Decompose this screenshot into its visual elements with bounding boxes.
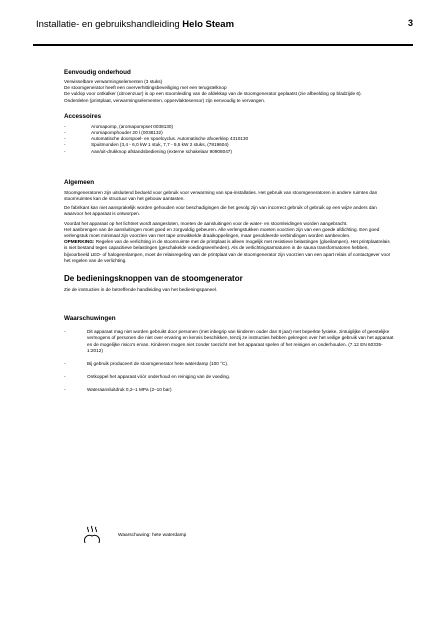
list-item: - Ontkoppel het apparaat vóór onderhoud en reiniging van de voeding. xyxy=(64,374,231,380)
general-paragraph: Het aanbrengen van de aansluitingen moet goed en zorgvuldig gebeuren. Alle verlengstukken moeten voorzien zijn van een goede afdichting. Een goed verlengstuk moet minimaal zijn voorzien van met tape omwikkelde draaikoppelingen, maar gesoldeerde verbindingen worden aanbevolen. xyxy=(64,226,380,239)
header-title-bold: Helo Steam xyxy=(182,19,235,30)
list-item: - Spuitmonden (3,4 - 6,0 kW 1 stuk, 7,7 - 9,5 kW 2 stuks, (7819604) xyxy=(64,142,229,148)
general-paragraph: Stoomgeneratoren zijn uitsluitend bedoeld voor gebruik voor verwarming van spa-installaties. Het gebruik van stoomgeneratoren in andere ruimtes dan stoomruimtes kan de structuur van het gebouw aantasten. xyxy=(64,189,378,202)
page-number: 3 xyxy=(407,18,413,28)
list-item: - Aromapomphouder 20 l (0038132) xyxy=(64,130,163,136)
simple-maintenance-body xyxy=(64,79,394,104)
header-rule xyxy=(33,44,413,46)
general-paragraph: De fabrikant kan niet aansprakelijk worden gehouden voor beschadigingen die het gevolg zijn van incorrect gebruik of gebruik op een wijze anders dan waarvoor het apparaat is ontworpen. xyxy=(64,205,377,217)
list-item: - Aan/uit-drukknop afstandsbediening (externe schakelaar 90908047) xyxy=(64,148,232,154)
header-title-regular: Installatie- en gebruikshandleiding xyxy=(36,19,183,30)
controls-heading: De bedieningsknoppen van de stoomgenerator xyxy=(64,274,243,284)
general-remark xyxy=(64,239,394,264)
page-content xyxy=(64,69,394,394)
general-paragraph: Voordat het apparaat op het lichtnet wordt aangesloten, moeten de aansluitingen voor de water- en stoomleidingen worden aangebracht. xyxy=(64,220,348,226)
list-item: - Wateraansluitdruk 0,2–1 MPa (2–10 bar) xyxy=(64,387,172,393)
list-item: - Automatische doorspoel- en spoelcyclus. Automatische afvoerklep 4310130 xyxy=(64,136,249,142)
general-body xyxy=(64,190,394,264)
simple-maintenance-line: De vuldop voor ontkalker (citroenzuur) is op een stoomleiding van de afdekkap van de stoomgenerator geplaatst (zie afbeelding op bladzijde 6). xyxy=(64,91,362,97)
warnings-heading: Waarschuwingen xyxy=(64,315,116,323)
accessories-list xyxy=(64,124,394,155)
list-item: - Aromapomp, (aromapompset 0038130) xyxy=(64,123,174,129)
simple-maintenance-line: De stoomgenerator heeft een oververhittingsbeveiliging met een terugstelknop xyxy=(64,85,227,91)
remark-label: OPMERKING: xyxy=(64,239,95,245)
list-item: - Dit apparaat mag niet worden gebruikt door personen (met inbegrip van kinderen ouder dan 8 jaar) met beperkte fysieke, zintuiglijke of geestelijke vermogens of personen die niet over ervaring en kennis beschikken, tenzij ze instructies hebben gekregen over het veilige gebruik van het apparaat en de mogelijke risico's ervan. Kinderen mogen niet zonder toezicht met het apparaat spelen of het reinigen en onderhouden. (7.12 EN 60335-1:2012) xyxy=(64,329,394,353)
list-item: - Bij gebruik produceert de stoomgenerator hete waterdamp (100 °C). xyxy=(64,361,229,367)
general-heading: Algemeen xyxy=(64,178,95,186)
remark-text: Regelen van de verlichting in de stoomruimte met de printplaat is alleen mogelijk met resistieve belastingen (gloeilampen). Het printplaatrelais is niet bestand tegen capacitieve belastingen (geschakelde voedingseenheden). Als de verlichtingsarmaturen in de sauna transformatoren hebben, bijvoorbeeld LED- of halogeenlampen, moet de relaisregeling van de printplaat van de stoomgenerator zijn voorzien van een apart relais of contactgever voor het regelen van de verlichting. xyxy=(64,239,391,263)
page-header-title xyxy=(36,19,234,30)
warnings-list xyxy=(64,329,394,393)
simple-maintenance-heading: Eenvoudig onderhoud xyxy=(64,69,131,76)
hot-steam-warning-icon xyxy=(82,524,102,544)
simple-maintenance-line: Onderdelen (printplaat, verwarmingselementen, oppervlaktesensor) zijn eenvoudig te vervangen. xyxy=(64,97,266,103)
accessories-heading: Accessoires xyxy=(64,112,102,120)
warning-figure-caption: Waarschuwing: hete waterdamp xyxy=(118,533,187,538)
controls-text: Zie de instructies in de betreffende handleiding van het bedieningspaneel. xyxy=(64,287,218,293)
simple-maintenance-line: Verwisselbare verwarmingselementen (3 stuks) xyxy=(64,79,163,84)
